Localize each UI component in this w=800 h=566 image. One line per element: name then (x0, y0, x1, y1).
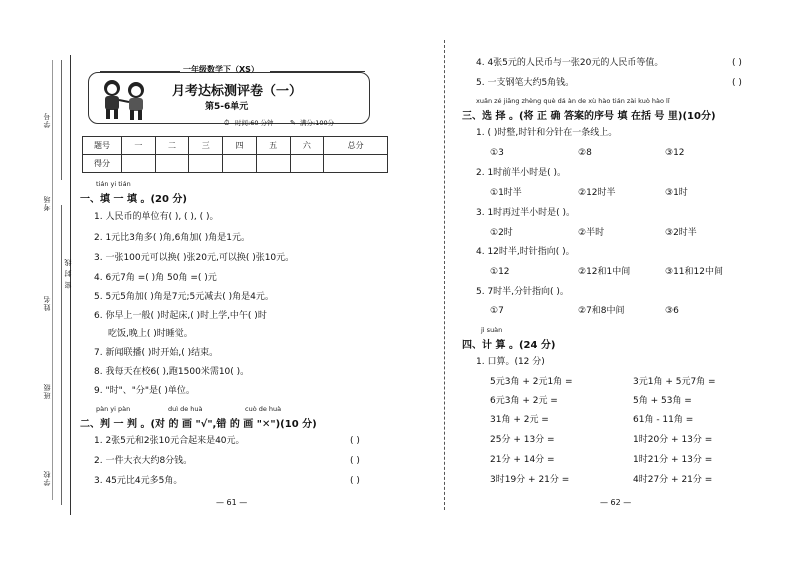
choice-question-2: 2. 1时前半小时是( )。 (476, 168, 567, 178)
score-header-cell: 三 (189, 137, 223, 155)
fill-question-2: 2. 1元比3角多( )角,6角加( )角是1元。 (94, 233, 250, 243)
score-header-cell: 总分 (324, 137, 388, 155)
choice-question-5: 5. 7时半,分针指向( )。 (476, 287, 569, 297)
choice-option[interactable]: ③1时 (665, 188, 688, 198)
calc-item: 3元1角 + 5元7角 = (633, 377, 716, 387)
score-header-cell: 五 (256, 137, 290, 155)
fill-question-9: 9. "时"、"分"是( )单位。 (94, 386, 195, 396)
exam-time: 时间:60 分钟 (235, 119, 274, 127)
choice-option[interactable]: ②8 (578, 148, 592, 158)
mental-calc-heading: 1. 口算。(12 分) (476, 357, 545, 367)
exam-subtitle: 第5-6单元 (205, 102, 249, 112)
choice-option[interactable]: ①12 (490, 267, 510, 277)
choice-option[interactable]: ②半时 (578, 228, 605, 238)
calc-item: 21分 + 14分 = (490, 455, 555, 465)
fill-question-3: 3. 一张100元可以换( )张20元,可以换( )张10元。 (94, 253, 295, 263)
binding-line-inner (61, 60, 62, 180)
score-input-cell[interactable] (290, 155, 324, 173)
judge-question-1: 1. 2张5元和2张10元合起来是40元。 (94, 436, 245, 446)
choice-option[interactable]: ③6 (665, 306, 679, 316)
section4-pinyin: jì suàn (481, 326, 503, 334)
clock-icon: ⏱ (224, 119, 230, 127)
score-header-cell: 二 (155, 137, 189, 155)
choice-option[interactable]: ③2时半 (665, 228, 697, 238)
choice-question-1: 1. ( )时整,时针和分针在一条线上。 (476, 128, 618, 138)
judge-question-2: 2. 一件大衣大约8分钱。 (94, 456, 193, 466)
section2-pinyin-2: duì de huà (168, 405, 203, 413)
section3-pinyin: xuǎn zé jiāng zhèng què dá àn de xù hào tián zài kuò hào lǐ (476, 97, 670, 105)
calc-item: 25分 + 13分 = (490, 435, 555, 445)
section3-title: 三、选 择 。(将 正 确 答案的序号 填 在括 号 里)(10分) (462, 111, 716, 122)
score-header-cell: 四 (223, 137, 257, 155)
fill-question-8: 8. 我每天在校6( ),跑1500米需10( )。 (94, 367, 250, 377)
score-input-cell[interactable] (189, 155, 223, 173)
fill-question-6: 6. 你早上一般( )时起床,( )时上学,中午( )时 (94, 311, 267, 321)
score-table-score-row (83, 155, 388, 173)
exam-full-score: 满分:100分 (300, 119, 335, 127)
choice-option[interactable]: ③11和12中间 (665, 267, 723, 277)
score-table (82, 136, 388, 173)
calc-item: 1时21分 + 13分 = (633, 455, 713, 465)
choice-question-4: 4. 12时半,时针指向( )。 (476, 247, 575, 257)
page-number-right: — 62 — (600, 498, 632, 507)
section2-pinyin-3: cuò de huà (245, 405, 282, 413)
calc-item: 6元3角 + 2元 = (490, 396, 558, 406)
score-header-cell: 六 (290, 137, 324, 155)
fill-question-7: 7. 新闻联播( )时开始,( )结束。 (94, 348, 219, 358)
judge-question-4: 4. 4张5元的人民币与一张20元的人民币等值。 (476, 58, 664, 68)
exam-title: 月考达标测评卷（一） (172, 84, 303, 99)
choice-option[interactable]: ②7和8中间 (578, 306, 625, 316)
calc-item: 3时19分 + 21分 = (490, 475, 570, 485)
section2-pinyin-1: pàn yi pàn (96, 405, 131, 413)
judge-answer-3[interactable]: ( ) (350, 476, 360, 486)
choice-option[interactable]: ①3 (490, 148, 504, 158)
score-table-header-row (83, 137, 388, 155)
seal-line-label: 密 封 线 (64, 258, 72, 289)
fill-question-1: 1. 人民币的单位有( ), ( ), ( )。 (94, 212, 219, 222)
score-input-cell[interactable] (223, 155, 257, 173)
score-header-cell: 一 (122, 137, 156, 155)
judge-answer-1[interactable]: ( ) (350, 436, 360, 446)
grade-tag: 一年级数学下（XS） (183, 65, 259, 74)
section4-title: 四、计 算 。(24 分) (462, 340, 556, 351)
calc-item: 1时20分 + 13分 = (633, 435, 713, 445)
score-header-cell: 题号 (83, 137, 122, 155)
score-input-cell[interactable] (324, 155, 388, 173)
calc-item: 31角 + 2元 = (490, 415, 549, 425)
fill-question-4: 4. 6元7角 =( )角 50角 =( )元 (94, 273, 217, 283)
choice-option[interactable]: ②12和1中间 (578, 267, 631, 277)
calc-item: 61角 - 11角 = (633, 415, 694, 425)
binding-line-inner-2 (61, 205, 62, 505)
judge-answer-2[interactable]: ( ) (350, 456, 360, 466)
section1-title: 一、填 一 填 。(20 分) (80, 194, 187, 205)
children-mascot-icon (96, 76, 154, 122)
student-id-label: 学号 (43, 112, 51, 128)
page-divider (444, 40, 445, 510)
school-label: 学校 (43, 470, 51, 486)
pencil-icon: ✎ (290, 119, 296, 127)
page-number-left: — 61 — (216, 498, 248, 507)
calc-item: 4时27分 + 21分 = (633, 475, 713, 485)
choice-option[interactable]: ①7 (490, 306, 504, 316)
judge-question-5: 5. 一支钢笔大约5角钱。 (476, 78, 575, 88)
choice-option[interactable]: ①1时半 (490, 188, 522, 198)
calc-item: 5角 + 53角 = (633, 396, 692, 406)
section2-title: 二、判 一 判 。(对 的 画 "√",错 的 画 "✕")(10 分) (80, 419, 317, 430)
judge-answer-5[interactable]: ( ) (732, 78, 742, 88)
judge-question-3: 3. 45元比4元多5角。 (94, 476, 183, 486)
score-input-cell[interactable] (256, 155, 290, 173)
score-row-label: 得分 (83, 155, 122, 173)
class-label: 班级 (43, 383, 51, 399)
choice-option[interactable]: ②12时半 (578, 188, 616, 198)
choice-option[interactable]: ③12 (665, 148, 685, 158)
fill-question-5: 5. 5元5角加( )角是7元;5元减去( )角是4元。 (94, 292, 274, 302)
calc-item: 5元3角 + 2元1角 = (490, 377, 573, 387)
judge-answer-4[interactable]: ( ) (732, 58, 742, 68)
exam-room-label: 考场 (43, 195, 51, 211)
choice-option[interactable]: ①2时 (490, 228, 513, 238)
section1-pinyin: tián yi tián (96, 180, 131, 188)
score-input-cell[interactable] (155, 155, 189, 173)
side-field-line-1 (52, 60, 53, 500)
fill-question-6-cont: 吃饭,晚上( )时睡觉。 (108, 329, 193, 339)
choice-question-3: 3. 1时再过半小时是( )。 (476, 208, 576, 218)
name-label: 姓名 (43, 295, 51, 311)
score-input-cell[interactable] (122, 155, 156, 173)
